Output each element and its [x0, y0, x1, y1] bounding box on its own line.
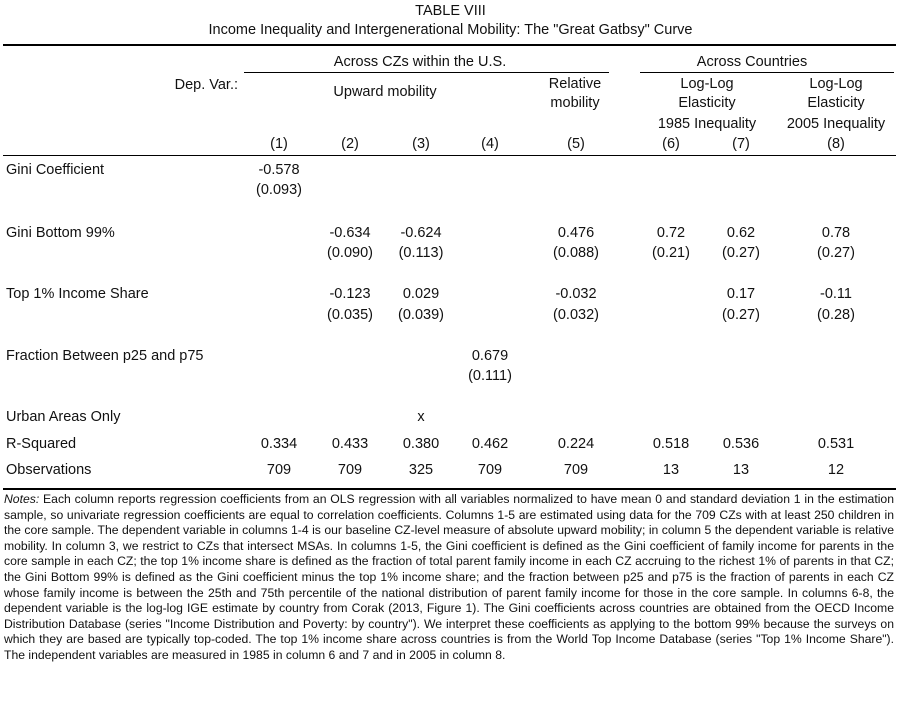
table-cell: (0.113) [398, 245, 444, 261]
row-label-rsq: R-Squared [6, 436, 77, 452]
table-cell: 0.518 [652, 436, 690, 452]
table-cell: 0.380 [402, 436, 440, 452]
row-label-top1: Top 1% Income Share [6, 286, 149, 302]
table-cell: (0.093) [256, 182, 302, 198]
loglog-2005-header-2: Elasticity [807, 95, 865, 111]
loglog-2005-header-3: 2005 Inequality [786, 116, 886, 132]
table-cell: 0.72 [656, 225, 686, 241]
table-cell: (0.27) [722, 245, 760, 261]
table-label: TABLE VIII [415, 3, 486, 19]
group-within-us: Across CZs within the U.S. [333, 54, 507, 70]
table-cell: 0.17 [726, 286, 756, 302]
header-rule [3, 155, 896, 156]
col-number: (4) [481, 136, 499, 152]
table-cell: (0.28) [817, 307, 855, 323]
upward-mobility-header: Upward mobility [333, 84, 437, 100]
col-number: (8) [827, 136, 845, 152]
table-cell: 709 [563, 462, 589, 478]
table-cell: -0.578 [258, 162, 300, 178]
table-cell: 709 [337, 462, 363, 478]
table-cell: 13 [662, 462, 680, 478]
table-cell: 0.62 [726, 225, 756, 241]
table-cell: (0.27) [817, 245, 855, 261]
table-cell: 0.224 [557, 436, 595, 452]
col-number: (7) [732, 136, 750, 152]
group-countries: Across Countries [696, 54, 808, 70]
table-cell: x [417, 409, 425, 425]
table-cell: 0.536 [722, 436, 760, 452]
col-number: (6) [662, 136, 680, 152]
row-label-obs: Observations [6, 462, 92, 478]
table-cell: 12 [827, 462, 845, 478]
top-rule [3, 44, 896, 46]
table-cell: -0.123 [329, 286, 371, 302]
table-title: Income Inequality and Intergenerational Mobility: The "Great Gatbsy" Curve [208, 22, 693, 38]
group-countries-rule [640, 72, 894, 73]
row-label-gini99: Gini Bottom 99% [6, 225, 115, 241]
table-cell: 709 [477, 462, 503, 478]
loglog-2005-header-1: Log-Log [809, 76, 863, 92]
row-label-gini: Gini Coefficient [6, 162, 105, 178]
col-number: (3) [412, 136, 430, 152]
table-cell: (0.111) [468, 368, 512, 384]
loglog-1985-header-1: Log-Log [680, 76, 734, 92]
table-cell: (0.039) [398, 307, 444, 323]
table-cell: (0.090) [327, 245, 373, 261]
col-number: (1) [270, 136, 288, 152]
loglog-1985-header-3: 1985 Inequality [657, 116, 757, 132]
table-cell: (0.21) [652, 245, 690, 261]
table-cell: 0.531 [817, 436, 855, 452]
table-cell: (0.088) [553, 245, 599, 261]
table-cell: -0.032 [555, 286, 597, 302]
table-cell: 0.433 [331, 436, 369, 452]
loglog-1985-header-2: Elasticity [678, 95, 736, 111]
table-cell: 0.334 [260, 436, 298, 452]
table-cell: -0.11 [820, 286, 852, 302]
table-cell: 0.462 [471, 436, 509, 452]
table-cell: 0.029 [402, 286, 440, 302]
row-label-urban: Urban Areas Only [6, 409, 121, 425]
table-cell: (0.035) [327, 307, 373, 323]
row-label-frac: Fraction Between p25 and p75 [6, 348, 204, 364]
dep-var-label: Dep. Var.: [174, 77, 238, 93]
table-cell: 0.78 [821, 225, 851, 241]
notes-text: Each column reports regression coefficients from an OLS regression with all variables normalized to have mean 0 and standard deviation 1 in the estimation sample, so univariate regression coefficients are equal to correlation coefficients. Columns 1-5 are estimated using data for the 709 CZs with at least 250 children in the core sample. The dependent variable in columns 1-4 is our baseline CZ-level measure of absolute upward mobility; in column 5 the dependent variable is relative mobility. In column 3, we restrict to CZs that intersect MSAs. In columns 1-5, the Gini coefficient is defined as the Gini coefficient of family income for parents in the core sample in each CZ; the top 1% income share is defined as the fraction of total parent family income in each CZ accruing to the richest 1% of parents in that CZ; the Gini Bottom 99% is defined as the Gini coefficient minus the top 1% income share; and the fraction between p25 and p75 is the fraction of parents in each CZ whose family income is between the 25th and 75th percentile of the national distribution of parent family income for those in the core sample. In columns 6-8, the dependent variable is the log-log IGE estimate by country from Corak (2013, Figure 1). The Gini coefficients across countries are obtained from the OECD Income Distribution Database (series "Income Distribution and Poverty: by country"). We interpret these coefficients as applying to the bottom 99% because the surveys on which they are based are typically top-coded. The top 1% income share across countries is from the World Top Income Database (series "Top 1% Income Share"). The independent variables are measured in 1985 in column 6 and 7 and in 2005 in column 8. [4, 492, 894, 662]
group-within-us-rule [244, 72, 609, 73]
table-cell: 0.476 [557, 225, 595, 241]
col-number: (2) [341, 136, 359, 152]
table-cell: -0.624 [400, 225, 442, 241]
table-notes [4, 492, 894, 664]
table-cell: 0.679 [471, 348, 509, 364]
table-cell: 709 [266, 462, 292, 478]
notes-label: Notes: [4, 492, 40, 506]
relative-mobility-header-2: mobility [550, 95, 600, 111]
table-cell: -0.634 [329, 225, 371, 241]
bottom-rule [3, 488, 896, 490]
table-cell: 325 [408, 462, 434, 478]
table-cell: 13 [732, 462, 750, 478]
table-cell: (0.27) [722, 307, 760, 323]
relative-mobility-header-1: Relative [548, 76, 602, 92]
col-number: (5) [567, 136, 585, 152]
table-cell: (0.032) [553, 307, 599, 323]
